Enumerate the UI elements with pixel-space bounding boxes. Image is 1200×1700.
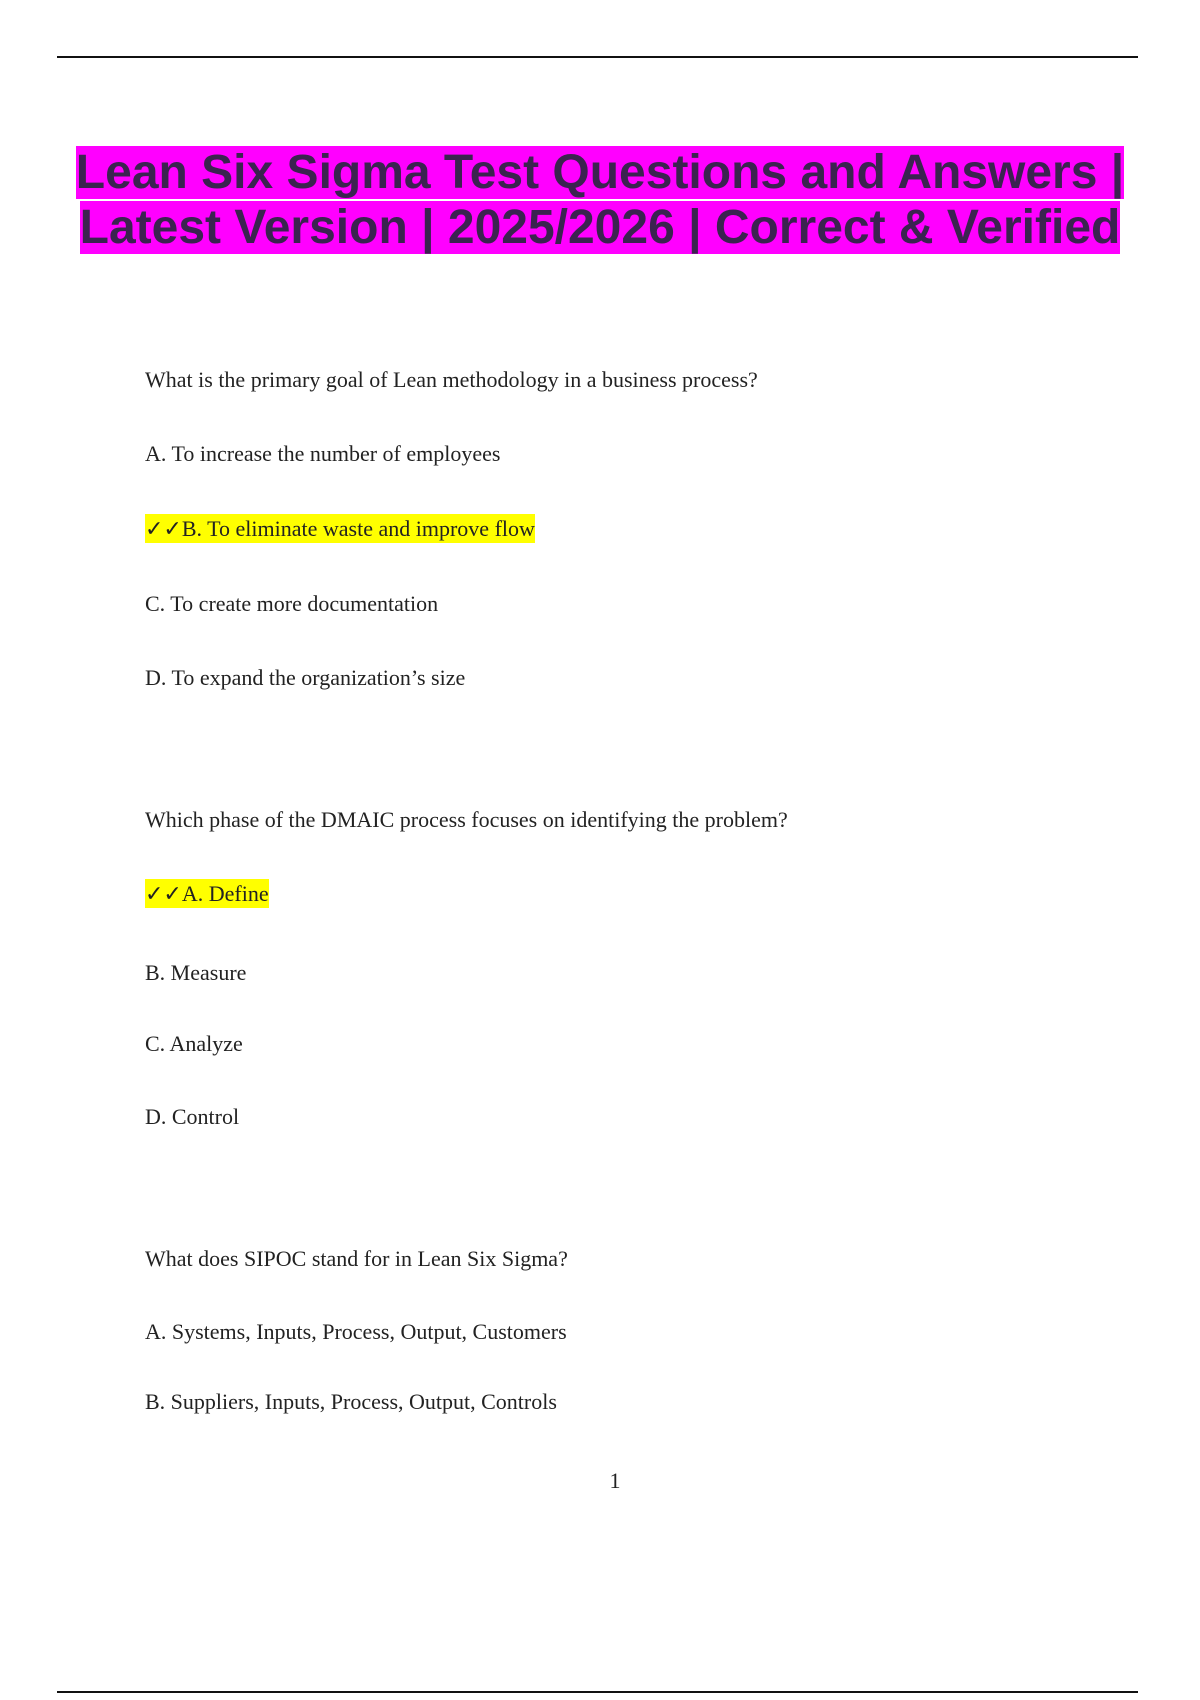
question-3: What does SIPOC stand for in Lean Six Sigma?	[145, 1246, 568, 1271]
page-number: 1	[609, 1468, 621, 1493]
q2-option-b: B. Measure	[145, 960, 247, 985]
q3-option-a: A. Systems, Inputs, Process, Output, Customers	[145, 1319, 567, 1344]
question-2: Which phase of the DMAIC process focuses on identifying the problem?	[145, 807, 788, 832]
q1-option-b-correct	[145, 514, 535, 544]
q1-option-c: C. To create more documentation	[145, 591, 439, 616]
q2-option-a-correct	[145, 879, 269, 909]
answer-highlight: ✓✓A. Define	[145, 881, 269, 906]
q2-option-d: D. Control	[145, 1104, 240, 1129]
answer-highlight: ✓✓B. To eliminate waste and improve flow	[145, 516, 535, 541]
footer-rule	[57, 1691, 1138, 1693]
header-rule	[57, 56, 1138, 58]
document-title: Lean Six Sigma Test Questions and Answers | Latest Version | 2025/2026 | Correct & Verified	[75, 146, 1125, 254]
q1-option-d: D. To expand the organization’s size	[145, 665, 466, 690]
q1-option-a: A. To increase the number of employees	[145, 441, 501, 466]
q3-option-b: B. Suppliers, Inputs, Process, Output, Controls	[145, 1389, 557, 1414]
q2-option-c: C. Analyze	[145, 1031, 243, 1056]
question-1: What is the primary goal of Lean methodology in a business process?	[145, 367, 758, 392]
